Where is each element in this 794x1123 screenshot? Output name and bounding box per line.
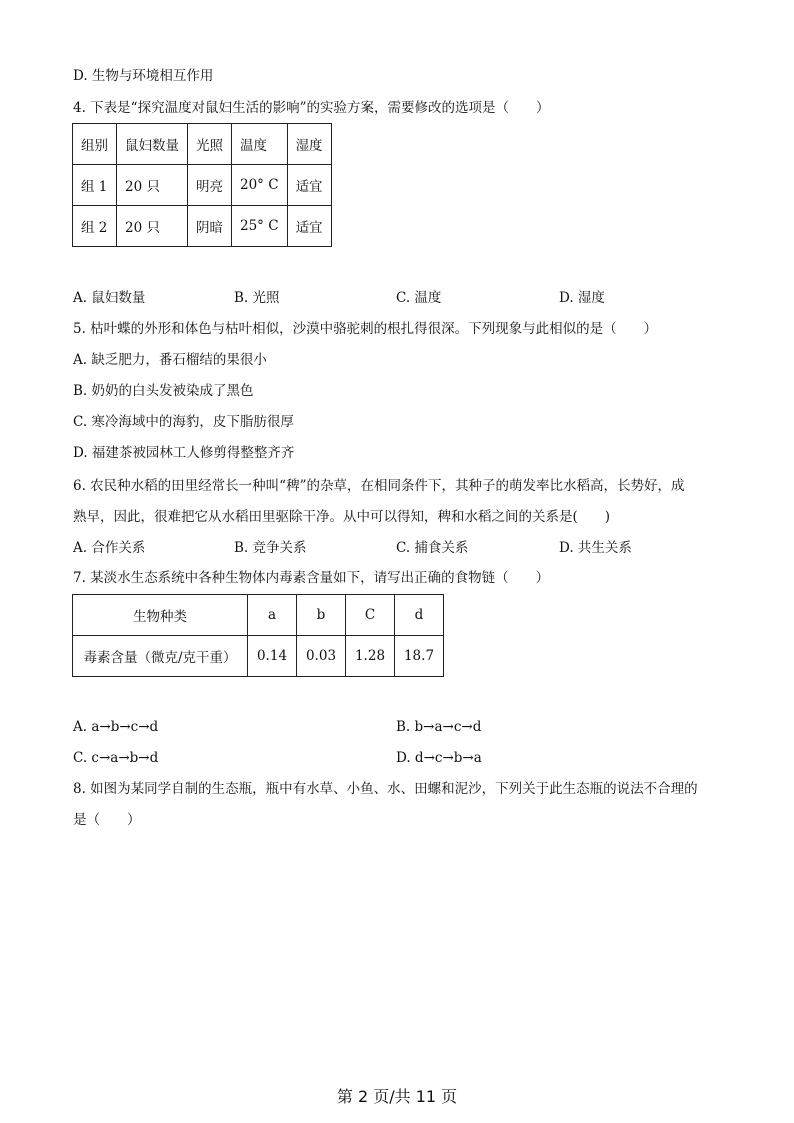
table-cell: 1.28 [346,636,395,677]
table-row [73,165,332,206]
table-header-cell: 鼠妇数量 [117,124,188,165]
page-footer: 第 2 页/共 11 页 [336,1087,458,1106]
q4-option-d[interactable]: D. 湿度 [559,290,605,306]
table-cell: 20° C [232,165,288,206]
q4-option-a[interactable]: A. 鼠妇数量 [73,290,146,306]
q7-option-d[interactable]: D. d→c→b→a [396,750,482,766]
table-cell: 25° C [232,206,288,247]
q4-option-b[interactable]: B. 光照 [234,290,280,306]
q7-option-c[interactable]: C. c→a→b→d [73,750,159,766]
table-header-cell: 组别 [73,124,117,165]
q7-option-b[interactable]: B. b→a→c→d [396,719,482,735]
table-cell: 0.14 [248,636,297,677]
q5-option-b[interactable]: B. 奶奶的白头发被染成了黑色 [73,383,254,399]
table-cell: 20 只 [117,165,188,206]
table-cell: 适宜 [287,206,331,247]
q6-stem-line1: 6. 农民种水稻的田里经常长一种叫“稗”的杂草，在相同条件下，其种子的萌发率比水稻高，长势好，成 [73,478,685,494]
table-header-cell: 光照 [188,124,232,165]
table-header-cell: 温度 [232,124,288,165]
table-cell: 明亮 [188,165,232,206]
table-cell: 18.7 [395,636,444,677]
q8-stem-line2: 是（ ） [73,812,141,828]
q6-option-c[interactable]: C. 捕食关系 [396,540,469,556]
table-cell: 组 1 [73,165,117,206]
table-row [73,206,332,247]
table-cell: 组 2 [73,206,117,247]
table-cell: 0.03 [297,636,346,677]
q8-stem-line1: 8. 如图为某同学自制的生态瓶，瓶中有水草、小鱼、水、田螺和泥沙，下列关于此生态瓶的说法不合理的 [73,781,698,797]
q4-option-c[interactable]: C. 温度 [396,290,442,306]
table-row [73,636,444,677]
q6-option-d[interactable]: D. 共生关系 [559,540,632,556]
q7-table [72,594,444,677]
q4-stem: 4. 下表是“探究温度对鼠妇生活的影响”的实验方案，需要修改的选项是（ ） [73,100,550,116]
table-cell: 适宜 [287,165,331,206]
table-cell: 毒素含量（微克/克干重） [73,636,248,677]
q5-stem: 5. 枯叶蝶的外形和体色与枯叶相似，沙漠中骆驼刺的根扎得很深。下列现象与此相似的是（ ） [73,321,658,337]
table-header-row [73,595,444,636]
q5-option-a[interactable]: A. 缺乏肥力，番石榴结的果很小 [73,352,267,368]
q6-option-b[interactable]: B. 竞争关系 [234,540,307,556]
table-header-row [73,124,332,165]
q5-option-d[interactable]: D. 福建茶被园林工人修剪得整整齐齐 [73,445,295,461]
q5-option-c[interactable]: C. 寒冷海域中的海豹，皮下脂肪很厚 [73,414,294,430]
table-header-cell: d [395,595,444,636]
q3-option-d: D. 生物与环境相互作用 [73,68,214,84]
table-header-cell: 生物种类 [73,595,248,636]
q4-table [72,123,332,247]
table-cell: 20 只 [117,206,188,247]
table-header-cell: 湿度 [287,124,331,165]
q6-stem-line2: 熟早，因此，很难把它从水稻田里驱除干净。从中可以得知，稗和水稻之间的关系是( ) [73,509,611,525]
table-header-cell: b [297,595,346,636]
q7-option-a[interactable]: A. a→b→c→d [73,719,159,735]
table-header-cell: a [248,595,297,636]
table-cell: 阴暗 [188,206,232,247]
q6-option-a[interactable]: A. 合作关系 [73,540,146,556]
table-header-cell: C [346,595,395,636]
q7-stem: 7. 某淡水生态系统中各种生物体内毒素含量如下，请写出正确的食物链（ ） [73,570,550,586]
